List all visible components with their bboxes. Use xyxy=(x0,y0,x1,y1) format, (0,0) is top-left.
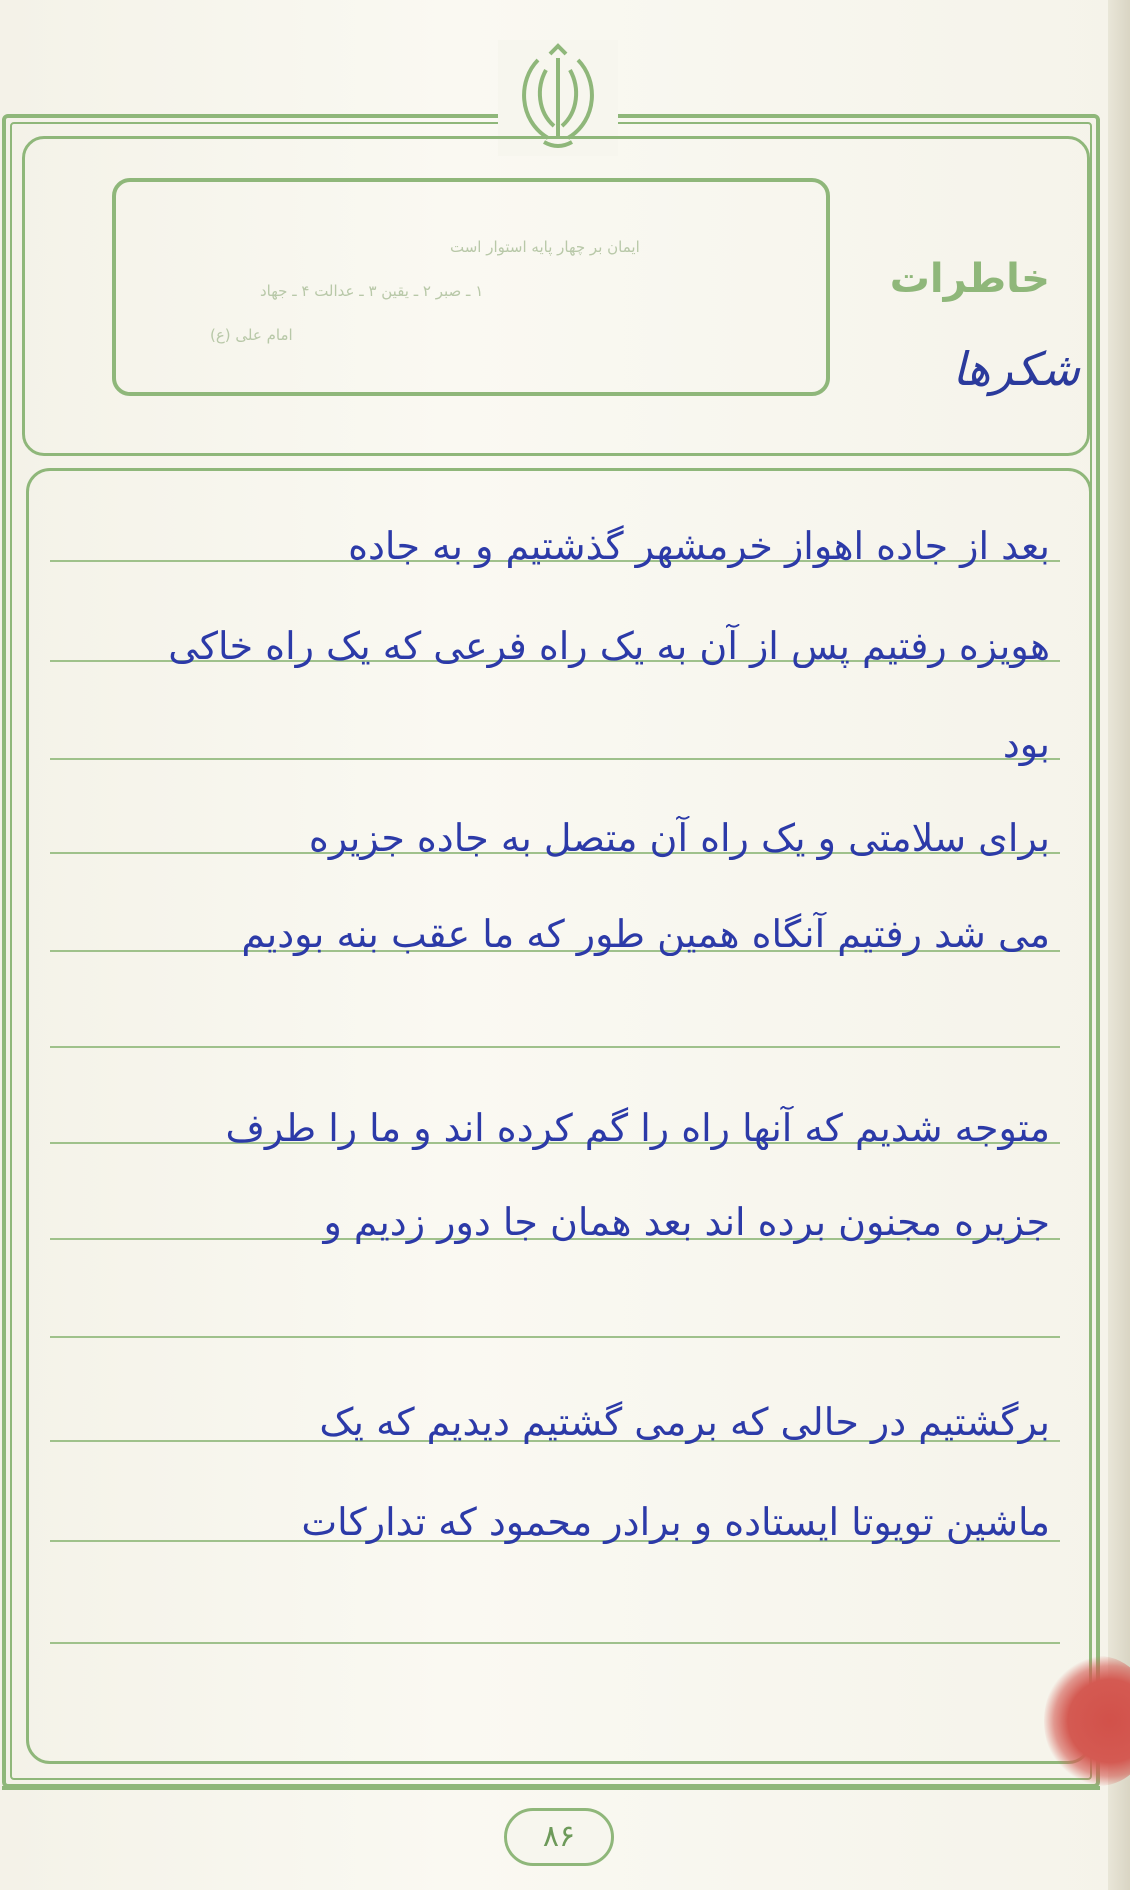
ruled-line xyxy=(50,1336,1060,1338)
ruled-line xyxy=(50,1046,1060,1048)
handwritten-heading: شکرها xyxy=(952,342,1080,396)
quote-line-2: ۱ ـ صبر ۲ ـ یقین ۳ ـ عدالت ۴ ـ جهاد xyxy=(260,282,484,300)
handwritten-line: بعد از جاده اهواز خرمشهر گذشتیم و به جاده xyxy=(348,524,1050,568)
quote-line-1: ایمان بر چهار پایه استوار است xyxy=(450,238,640,256)
handwritten-line: هویزه رفتیم پس از آن به یک راه فرعی که یک راه خاکی xyxy=(168,624,1050,668)
quote-attribution: امام علی (ع) xyxy=(210,326,293,344)
handwritten-line: جزیره مجنون برده اند بعد همان جا دور زدیم و xyxy=(323,1200,1050,1244)
section-title: خاطرات xyxy=(889,256,1050,302)
page-edge xyxy=(1108,0,1130,1890)
handwritten-line: متوجه شدیم که آنها راه را گم کرده اند و ما را طرف xyxy=(225,1106,1050,1150)
handwritten-line: ماشین تویوتا ایستاده و برادر محمود که تدارکات xyxy=(301,1500,1050,1544)
page-number: ۸۶ xyxy=(504,1808,614,1866)
handwritten-line: برای سلامتی و یک راه آن متصل به جاده جزیره xyxy=(308,816,1050,860)
footer-rule xyxy=(2,1786,1100,1790)
handwritten-line: برگشتیم در حالی که برمی گشتیم دیدیم که یک xyxy=(319,1400,1050,1444)
handwritten-line: می شد رفتیم آنگاه همین طور که ما عقب بنه بودیم xyxy=(241,912,1050,956)
handwritten-line: بود xyxy=(1002,722,1050,766)
ruled-line xyxy=(50,1642,1060,1644)
